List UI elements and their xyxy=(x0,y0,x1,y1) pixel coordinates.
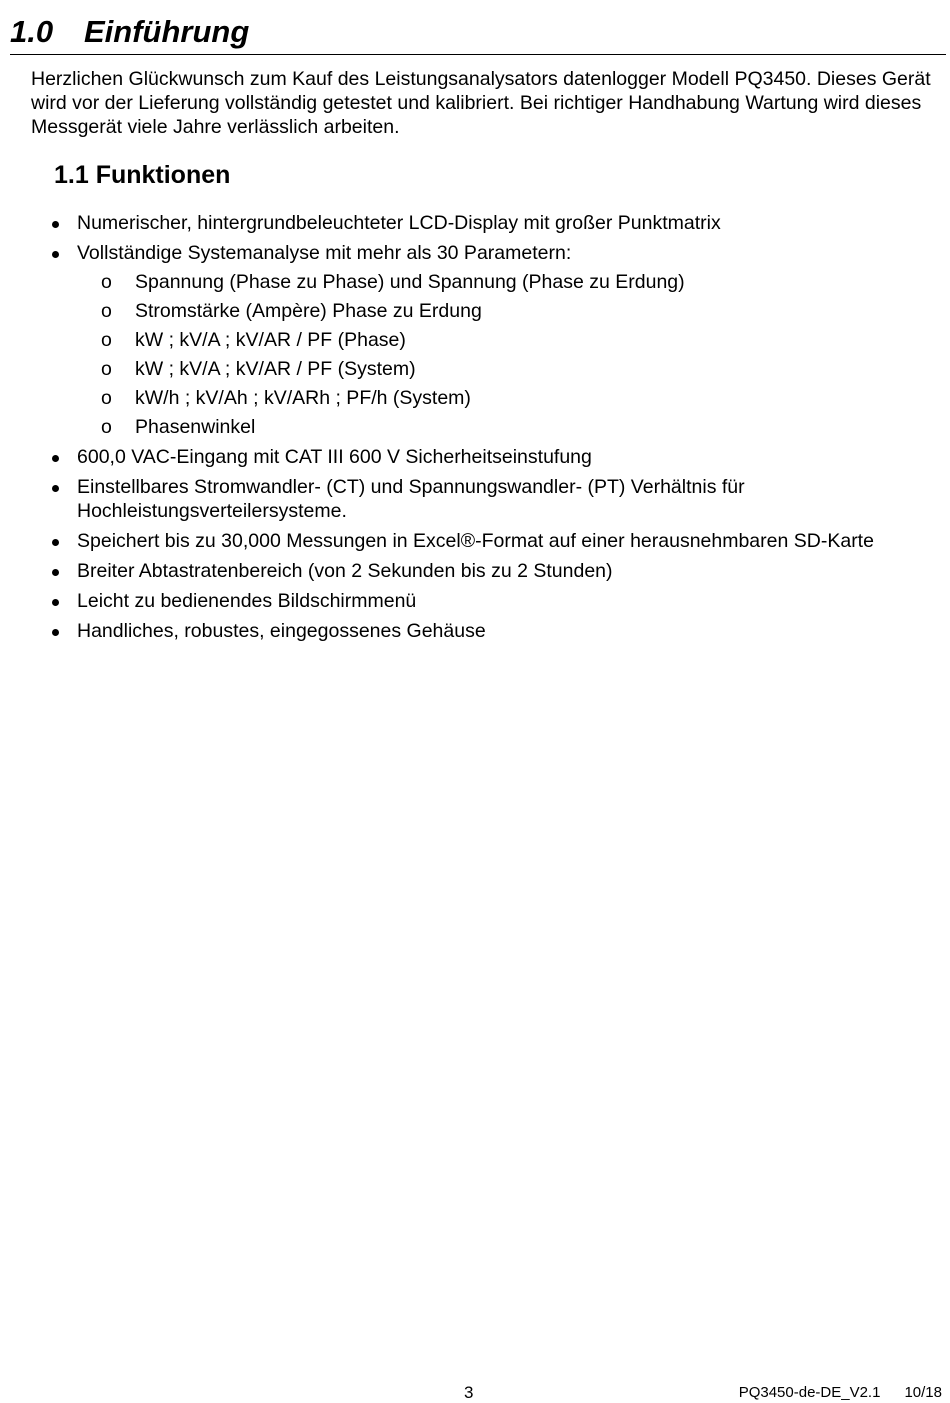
list-item-text: Vollständige Systemanalyse mit mehr als 30 Parametern: xyxy=(77,242,572,264)
list-item-text: Breiter Abtastratenbereich (von 2 Sekunden bis zu 2 Stunden) xyxy=(77,560,613,582)
bullet-icon xyxy=(52,569,59,576)
circle-bullet-icon: o xyxy=(101,416,112,438)
sublist-item xyxy=(0,415,930,439)
sublist-item xyxy=(0,328,930,352)
list-item-text: Numerischer, hintergrundbeleuchteter LCD-Display mit großer Punktmatrix xyxy=(77,212,721,234)
list-item-text: Handliches, robustes, eingegossenes Gehäuse xyxy=(77,620,486,642)
page-number: 3 xyxy=(464,1383,474,1402)
sublist-item xyxy=(0,270,930,294)
list-item xyxy=(0,445,950,469)
parameter-sublist xyxy=(77,270,930,439)
sublist-item-text: kW ; kV/A ; kV/AR / PF (System) xyxy=(135,358,416,380)
sublist-item-text: kW/h ; kV/Ah ; kV/ARh ; PF/h (System) xyxy=(135,387,471,409)
sublist-item-text: Phasenwinkel xyxy=(135,416,256,438)
sublist-item xyxy=(0,386,930,410)
bullet-icon xyxy=(52,221,59,228)
list-item xyxy=(0,589,950,613)
list-item-text: Leicht zu bedienendes Bildschirmmenü xyxy=(77,590,417,612)
chapter-title: Einführung xyxy=(84,14,250,49)
list-item xyxy=(0,211,950,235)
circle-bullet-icon: o xyxy=(101,329,112,351)
list-item xyxy=(0,559,950,583)
list-item xyxy=(0,241,950,439)
feature-list xyxy=(0,211,950,649)
section-heading: 1.1 Funktionen xyxy=(54,161,231,189)
bullet-icon xyxy=(52,629,59,636)
list-item-text: Einstellbares Stromwandler- (CT) und Spannungswandler- (PT) Verhältnis für Hochleistungsverteilersysteme. xyxy=(77,476,745,522)
page-of-total: 10/18 xyxy=(904,1384,942,1401)
chapter-heading xyxy=(10,14,946,55)
document-id: PQ3450-de-DE_V2.1 xyxy=(738,1384,881,1401)
bullet-icon xyxy=(52,599,59,606)
sublist-item xyxy=(0,357,930,381)
circle-bullet-icon: o xyxy=(101,387,112,409)
list-item-text: 600,0 VAC-Eingang mit CAT III 600 V Sicherheitseinstufung xyxy=(77,446,592,468)
chapter-number: 1.0 xyxy=(10,14,54,49)
list-item xyxy=(0,619,950,643)
list-item-text: Speichert bis zu 30,000 Messungen in Excel®-Format auf einer herausnehmbaren SD-Karte xyxy=(77,530,874,552)
bullet-icon xyxy=(52,539,59,546)
sublist-item-text: Spannung (Phase zu Phase) und Spannung (Phase zu Erdung) xyxy=(135,271,685,293)
bullet-icon xyxy=(52,251,59,258)
circle-bullet-icon: o xyxy=(101,271,112,293)
document-id-footer xyxy=(739,1383,942,1403)
circle-bullet-icon: o xyxy=(101,358,112,380)
sublist-item xyxy=(0,299,930,323)
bullet-icon xyxy=(52,455,59,462)
sublist-item-text: Stromstärke (Ampère) Phase zu Erdung xyxy=(135,300,482,322)
intro-paragraph: Herzlichen Glückwunsch zum Kauf des Leistungsanalysators datenlogger Modell PQ3450. Dieses Gerät wird vor der Lieferung vollständig getestet und kalibriert. Bei richtiger Handhabung Wartung wird dieses Messgerät viele Jahre verlässlich arbeiten. xyxy=(31,68,931,138)
list-item xyxy=(0,475,950,523)
list-item xyxy=(0,529,950,553)
bullet-icon xyxy=(52,485,59,492)
circle-bullet-icon: o xyxy=(101,300,112,322)
sublist-item-text: kW ; kV/A ; kV/AR / PF (Phase) xyxy=(135,329,406,351)
